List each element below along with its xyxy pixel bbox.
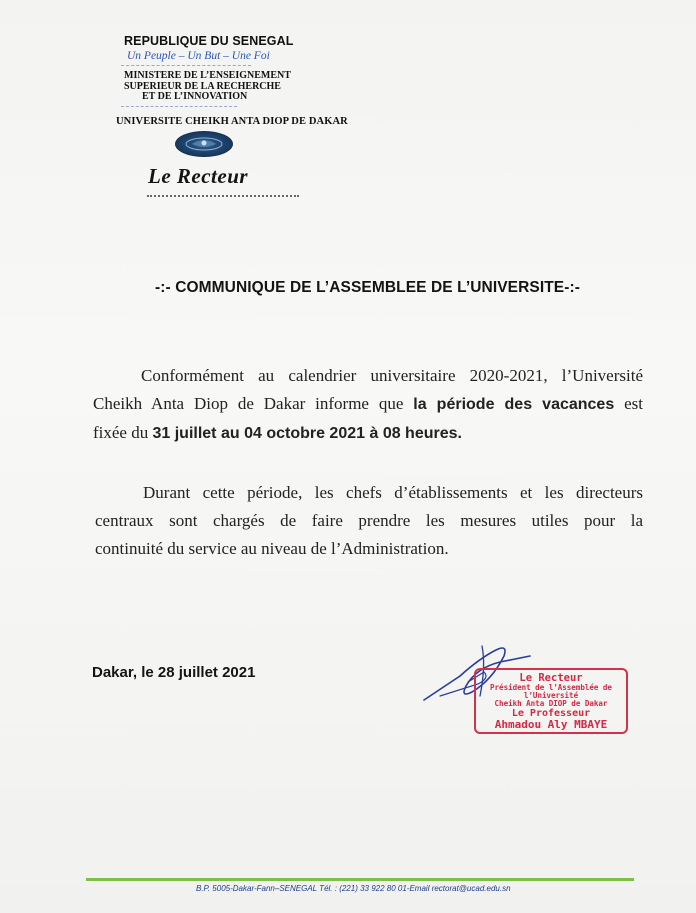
ministry-line: MINISTERE DE L’ENSEIGNEMENT: [124, 70, 291, 81]
bold-vacation-period: la période des vacances: [413, 396, 615, 413]
paragraph-vacation-period: [93, 362, 643, 448]
text-run: Cheikh Anta Diop de Dakar informe que: [93, 394, 404, 413]
ministry-line: SUPERIEUR DE LA RECHERCHE: [124, 80, 281, 92]
paragraph-line: [93, 390, 643, 419]
stamp-line: Le Professeur: [511, 708, 591, 719]
stamp-line: Cheikh Anta DIOP de Dakar: [494, 699, 608, 708]
place-date: Dakar, le 28 juillet 2021: [92, 664, 256, 681]
bold-vacation-dates: 31 juillet au 04 octobre 2021 à 08 heures.: [152, 425, 462, 442]
national-motto: Un Peuple – Un But – Une Foi: [127, 50, 270, 62]
paragraph-line: Durant cette période, les chefs d’établissements et les directeurs: [143, 483, 643, 502]
stamp-line: Le Recteur: [519, 672, 583, 684]
stamp-line: Ahmadou Aly MBAYE: [494, 718, 608, 731]
footer-contact: B.P. 5005-Dakar-Fann–SENEGAL Tél. : (221) 33 922 80 01-Email rectorat@ucad.edu.sn: [196, 884, 511, 893]
communique-title: -:- COMMUNIQUE DE L’ASSEMBLEE DE L’UNIVERSITE-:-: [155, 279, 581, 296]
rector-stamp: [474, 668, 628, 734]
rector-title-script: Le Recteur: [148, 164, 249, 188]
text-run: fixée du: [93, 423, 149, 442]
ministry-divider: [121, 106, 237, 107]
republic-title: REPUBLIQUE DU SENEGAL: [124, 34, 294, 48]
university-name: UNIVERSITE CHEIKH ANTA DIOP DE DAKAR: [116, 116, 348, 127]
paragraph-service-continuity: [95, 479, 643, 563]
paragraph-line: [93, 419, 643, 448]
paragraph-line: Conformément au calendrier universitaire 2020-2021, l’Université: [141, 366, 643, 385]
header-dotted-rule: [147, 195, 299, 197]
footer-divider: [86, 878, 634, 881]
ministry-name: [124, 71, 324, 103]
paragraph-line: continuité du service au niveau de l’Administration.: [95, 539, 449, 558]
stamp-line: Président de l’Assemblée de l’Université: [490, 683, 612, 700]
ministry-line: ET DE L’INNOVATION: [142, 91, 248, 102]
paragraph-line: centraux sont chargés de faire prendre les mesures utiles pour la: [95, 511, 643, 530]
text-run: est: [624, 394, 643, 413]
motto-divider: [121, 65, 251, 66]
university-emblem-icon: [175, 131, 233, 157]
